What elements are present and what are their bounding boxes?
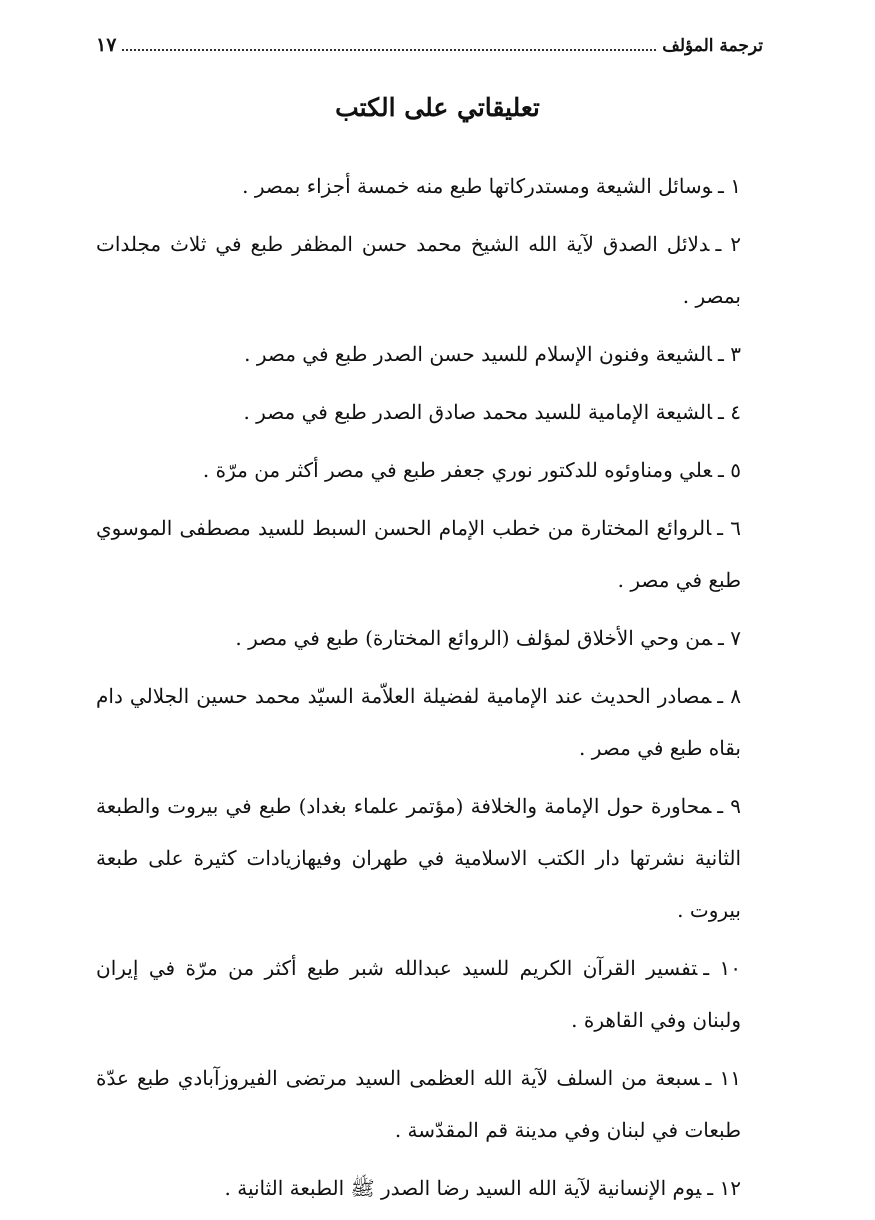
list-item (96, 328, 779, 380)
item-number: ١١ ـ (705, 1066, 742, 1090)
item-number: ٢ ـ (715, 232, 742, 256)
item-text: الشيعة وفنون الإسلام للسيد حسن الصدر طبع في مصر . (244, 342, 713, 366)
list-item (96, 502, 779, 606)
item-text: علي ومناوئوه للدكتور نوري جعفر طبع في مصر أكثر من مرّة . (202, 458, 713, 482)
item-number: ١٢ ـ (707, 1176, 741, 1200)
item-number: ٨ ـ (717, 684, 741, 708)
running-header (96, 34, 763, 58)
item-text: الشيعة الإمامية للسيد محمد صادق الصدر طبع في مصر . (243, 400, 713, 424)
list-item (96, 1052, 779, 1156)
item-text: يوم الإنسانية لآية الله السيد رضا الصدر ﷺ الطبعة الثانية . (224, 1176, 702, 1200)
header-dot-leader (122, 37, 656, 51)
item-text: من وحي الأخلاق لمؤلف (الروائع المختارة) طبع في مصر . (235, 626, 713, 650)
section-title: تعليقاتي على الكتب (335, 93, 540, 122)
list-item (96, 942, 779, 1046)
item-text: الروائع المختارة من خطب الإمام الحسن السبط للسيد مصطفى الموسوي طبع في مصر . (96, 516, 741, 592)
item-number: ٤ ـ (718, 400, 741, 424)
list-item (96, 444, 779, 496)
item-text: دلائل الصدق لآية الله الشيخ محمد حسن المظفر طبع في ثلاث مجلدات بمصر . (96, 232, 741, 308)
list-item (96, 670, 779, 774)
list-item (96, 160, 779, 212)
list-item (96, 1162, 779, 1214)
item-number: ٦ ـ (717, 516, 741, 540)
item-text: محاورة حول الإمامة والخلافة (مؤتمر علماء بغداد) طبع في بيروت والطبعة الثانية نشرتها دار الكتب الاسلامية في طهران وفيهازيادات كثيرة على طبعة بيروت . (96, 794, 741, 922)
list-item (96, 612, 779, 664)
item-text: وسائل الشيعة ومستدركاتها طبع منه خمسة أجزاء بمصر . (242, 174, 713, 198)
page-number: ١٧ (96, 34, 117, 56)
list-item (96, 386, 779, 438)
entries-list (96, 160, 779, 1220)
item-number: ٧ ـ (718, 626, 741, 650)
running-header-title: ترجمة المؤلف (662, 36, 763, 56)
item-text: مصادر الحديث عند الإمامية لفضيلة العلاّمة السيّد محمد حسين الجلالي دام بقاه طبع في مصر . (96, 684, 741, 760)
item-number: ٣ ـ (718, 342, 741, 366)
item-number: ٥ ـ (718, 458, 741, 482)
item-text: سبعة من السلف لآية الله العظمى السيد مرتضى الفيروزآبادي طبع عدّة طبعات في لبنان وفي مدينة قم المقدّسة . (96, 1066, 741, 1142)
item-number: ١٠ ـ (703, 956, 741, 980)
list-item (96, 218, 779, 322)
list-item (96, 780, 779, 936)
item-number: ١ ـ (718, 174, 741, 198)
item-number: ٩ ـ (717, 794, 742, 818)
item-text: تفسير القرآن الكريم للسيد عبدالله شبر طبع أكثر من مرّة في إيران ولبنان وفي القاهرة . (96, 956, 741, 1032)
